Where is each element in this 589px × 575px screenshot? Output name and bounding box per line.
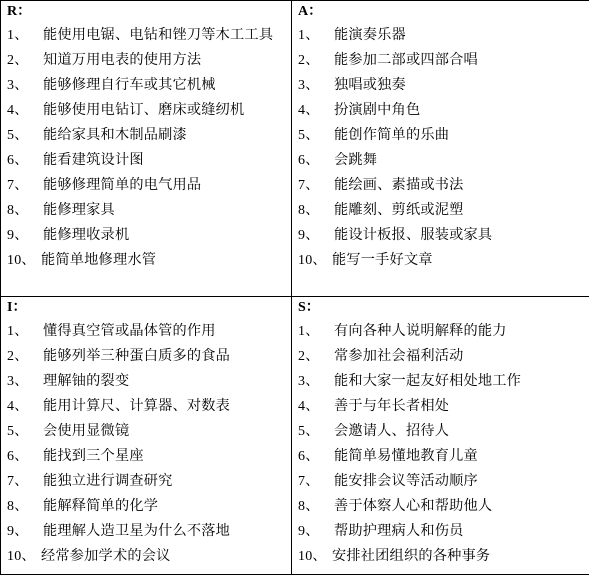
list-item — [292, 198, 589, 223]
item-text: 安排社团组织的各种事务 — [332, 544, 589, 569]
quadrant-heading: A： — [292, 1, 589, 23]
item-number: 10、 — [292, 544, 332, 569]
item-text: 能参加二部或四部合唱 — [334, 48, 589, 73]
item-text: 知道万用电表的使用方法 — [43, 48, 291, 73]
quadrant-s — [292, 297, 589, 575]
item-text: 常参加社会福利活动 — [334, 344, 589, 369]
item-text: 理解铀的裂变 — [43, 369, 291, 394]
list-item — [1, 248, 291, 273]
quadrant-heading: R： — [1, 1, 291, 23]
list-item — [292, 123, 589, 148]
item-number: 8、 — [292, 494, 334, 519]
item-text: 能写一手好文章 — [332, 248, 589, 273]
list-item — [292, 98, 589, 123]
item-text: 能修理收录机 — [43, 223, 291, 248]
list-item — [292, 394, 589, 419]
item-text: 善于体察人心和帮助他人 — [334, 494, 589, 519]
item-number: 8、 — [292, 198, 334, 223]
list-item — [292, 519, 589, 544]
list-item — [292, 23, 589, 48]
item-text: 能够使用电钻订、磨床或缝纫机 — [43, 98, 291, 123]
list-item — [1, 48, 291, 73]
list-item — [1, 419, 291, 444]
item-text: 能设计板报、服装或家具 — [334, 223, 589, 248]
item-text: 能看建筑设计图 — [43, 148, 291, 173]
list-item — [1, 344, 291, 369]
item-text: 懂得真空管或晶体管的作用 — [43, 319, 291, 344]
item-number: 3、 — [292, 73, 334, 98]
item-text: 能给家具和木制品刷漆 — [43, 123, 291, 148]
item-number: 9、 — [292, 519, 334, 544]
item-text: 能雕刻、剪纸或泥塑 — [334, 198, 589, 223]
item-text: 能使用电锯、电钻和锉刀等木工工具 — [43, 23, 291, 48]
item-text: 能安排会议等活动顺序 — [334, 469, 589, 494]
list-item — [292, 148, 589, 173]
list-item — [292, 48, 589, 73]
item-text: 能理解人造卫星为什么不落地 — [43, 519, 291, 544]
item-number: 4、 — [292, 98, 334, 123]
item-number: 2、 — [1, 48, 43, 73]
list-item — [1, 494, 291, 519]
list-item — [1, 394, 291, 419]
item-number: 6、 — [292, 148, 334, 173]
item-text: 能简单易懂地教育儿童 — [334, 444, 589, 469]
item-number: 3、 — [292, 369, 334, 394]
list-item — [292, 73, 589, 98]
item-number: 8、 — [1, 198, 43, 223]
list-item — [292, 444, 589, 469]
item-number: 5、 — [1, 123, 43, 148]
list-item — [1, 469, 291, 494]
list-item — [1, 223, 291, 248]
list-item — [292, 223, 589, 248]
item-text: 能够修理简单的电气用品 — [43, 173, 291, 198]
item-number: 10、 — [1, 248, 41, 273]
quadrant-i — [1, 297, 292, 575]
list-item — [292, 344, 589, 369]
item-text: 能修理家具 — [43, 198, 291, 223]
item-number: 3、 — [1, 73, 43, 98]
item-text: 能创作简单的乐曲 — [334, 123, 589, 148]
item-text: 能简单地修理水管 — [41, 248, 291, 273]
item-number: 4、 — [1, 394, 43, 419]
list-item — [1, 98, 291, 123]
item-list — [292, 23, 589, 273]
list-item — [1, 23, 291, 48]
item-text: 善于与年长者相处 — [334, 394, 589, 419]
item-text: 独唱或独奏 — [334, 73, 589, 98]
list-item — [1, 148, 291, 173]
quadrant-heading: I： — [1, 297, 291, 319]
list-item — [292, 419, 589, 444]
item-number: 7、 — [292, 173, 334, 198]
list-item — [292, 469, 589, 494]
item-number: 10、 — [292, 248, 332, 273]
item-text: 帮助护理病人和伤员 — [334, 519, 589, 544]
quadrant-heading: S： — [292, 297, 589, 319]
list-item — [1, 544, 291, 569]
list-item — [1, 319, 291, 344]
item-list — [1, 23, 291, 273]
list-item — [1, 519, 291, 544]
item-number: 1、 — [292, 23, 334, 48]
item-number: 9、 — [292, 223, 334, 248]
item-number: 3、 — [1, 369, 43, 394]
list-item — [1, 369, 291, 394]
item-number: 2、 — [292, 48, 334, 73]
item-number: 8、 — [1, 494, 43, 519]
item-number: 1、 — [292, 319, 334, 344]
list-item — [292, 369, 589, 394]
item-text: 能解释简单的化学 — [43, 494, 291, 519]
item-number: 7、 — [1, 469, 43, 494]
list-item — [1, 173, 291, 198]
item-number: 1、 — [1, 319, 43, 344]
item-number: 4、 — [1, 98, 43, 123]
item-text: 经常参加学术的会议 — [41, 544, 291, 569]
item-text: 能绘画、素描或书法 — [334, 173, 589, 198]
item-list — [292, 319, 589, 569]
item-number: 6、 — [1, 444, 43, 469]
item-number: 5、 — [292, 419, 334, 444]
item-number: 7、 — [292, 469, 334, 494]
item-number: 6、 — [292, 444, 334, 469]
list-item — [1, 73, 291, 98]
list-item — [1, 123, 291, 148]
item-number: 10、 — [1, 544, 41, 569]
list-item — [292, 173, 589, 198]
item-text: 能够修理自行车或其它机械 — [43, 73, 291, 98]
item-number: 5、 — [292, 123, 334, 148]
item-text: 能找到三个星座 — [43, 444, 291, 469]
item-text: 能独立进行调查研究 — [43, 469, 291, 494]
item-number: 9、 — [1, 519, 43, 544]
item-number: 5、 — [1, 419, 43, 444]
quadrant-a — [292, 1, 589, 297]
list-item — [292, 248, 589, 273]
item-text: 扮演剧中角色 — [334, 98, 589, 123]
item-text: 会邀请人、招待人 — [334, 419, 589, 444]
list-item — [292, 319, 589, 344]
item-text: 有向各种人说明解释的能力 — [334, 319, 589, 344]
item-number: 7、 — [1, 173, 43, 198]
list-item — [1, 198, 291, 223]
item-text: 能用计算尺、计算器、对数表 — [43, 394, 291, 419]
item-text: 会跳舞 — [334, 148, 589, 173]
quadrant-r — [1, 1, 292, 297]
item-number: 9、 — [1, 223, 43, 248]
item-text: 能演奏乐器 — [334, 23, 589, 48]
item-number: 2、 — [292, 344, 334, 369]
list-item — [292, 544, 589, 569]
item-number: 1、 — [1, 23, 43, 48]
item-number: 2、 — [1, 344, 43, 369]
list-item — [292, 494, 589, 519]
item-text: 能够列举三种蛋白质多的食品 — [43, 344, 291, 369]
item-number: 4、 — [292, 394, 334, 419]
item-list — [1, 319, 291, 569]
list-item — [1, 444, 291, 469]
item-text: 会使用显微镜 — [43, 419, 291, 444]
item-number: 6、 — [1, 148, 43, 173]
item-text: 能和大家一起友好相处地工作 — [334, 369, 589, 394]
